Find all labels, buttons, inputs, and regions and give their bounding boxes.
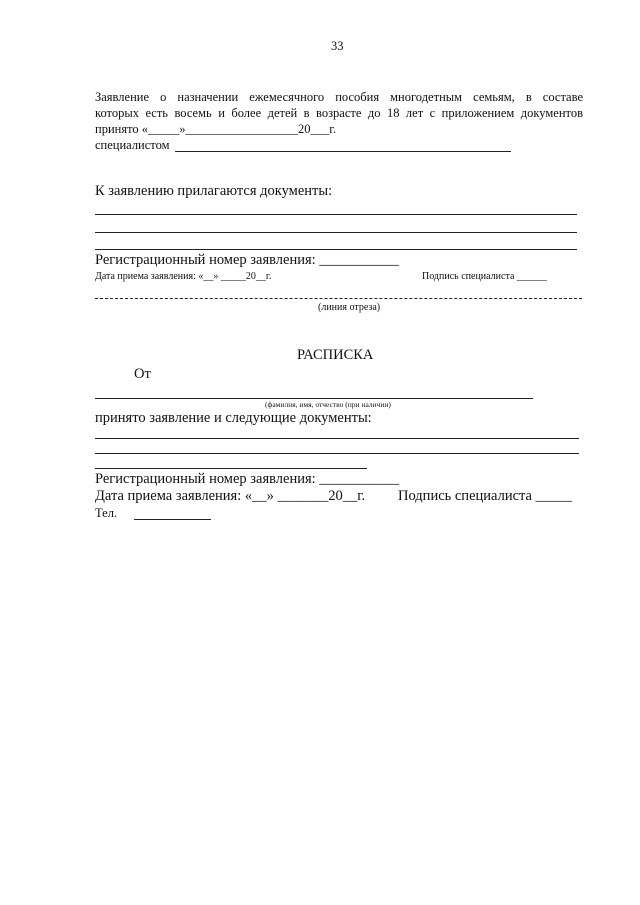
- page-number: 33: [331, 39, 344, 53]
- receipt-title: РАСПИСКА: [297, 347, 374, 363]
- receipt-accepted-docs: принято заявление и следующие документы:: [95, 410, 372, 426]
- attachments-blank-line-2: [95, 232, 577, 233]
- attachments-date-received: Дата приема заявления: «__» _____20__г.: [95, 271, 272, 282]
- attachments-blank-line-3: [95, 249, 577, 250]
- receipt-signature: Подпись специалиста _____: [398, 488, 572, 504]
- receipt-blank-line-1: [95, 438, 579, 439]
- cut-line-label: (линия отреза): [318, 302, 381, 313]
- receipt-phone-line: [134, 519, 211, 520]
- receipt-name-line: [95, 398, 533, 399]
- attachments-heading: К заявлению прилагаются документы:: [95, 183, 333, 199]
- receipt-phone-label: Тел.: [95, 506, 118, 520]
- attachments-reg-number: Регистрационный номер заявления: ___________: [95, 252, 400, 268]
- attachments-blank-line-1: [95, 214, 577, 215]
- receipt-reg-number: Регистрационный номер заявления: ___________: [95, 471, 400, 487]
- receipt-blank-line-3: [95, 468, 367, 469]
- receipt-date-received: Дата приема заявления: «__» _______20__г.: [95, 488, 366, 504]
- receipt-name-hint: (фамилия, имя, отчество (при наличии): [265, 400, 391, 409]
- receipt-from-label: От: [134, 366, 151, 382]
- receipt-blank-line-2: [95, 453, 579, 454]
- application-text-line-1: Заявление о назначении ежемесячного пособия многодетным семьям, в составе: [95, 90, 583, 104]
- attachments-signature: Подпись специалиста ______: [422, 271, 547, 282]
- application-accepted-date: принято «_____»__________________20___г.: [95, 122, 337, 136]
- application-specialist-label: специалистом: [95, 138, 170, 152]
- specialist-blank-line: [175, 151, 511, 152]
- application-text-line-2: которых есть восемь и более детей в возрасте до 18 лет с приложением документов: [95, 106, 583, 120]
- cut-line: [95, 298, 582, 299]
